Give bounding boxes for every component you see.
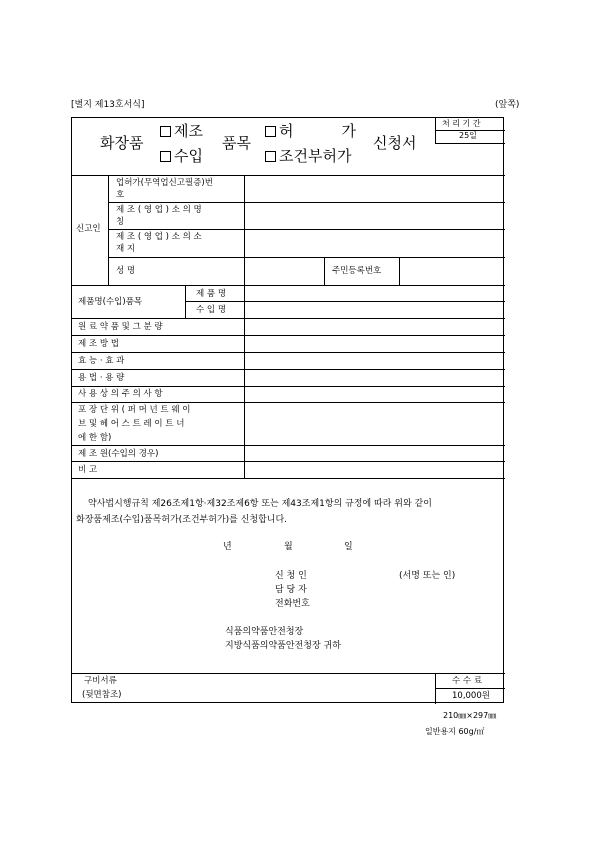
product-name-label: 제 품 명: [196, 289, 227, 299]
remarks-label: 비 고: [78, 465, 98, 475]
method-label: 제 조 방 법: [78, 339, 119, 349]
business-permit-label: 업허가(무역업신고필증)번: [116, 178, 213, 188]
title-middle: 품목: [222, 134, 251, 152]
checkbox-manufacture[interactable]: [160, 126, 171, 137]
ingredients-label: 원 료 약 품 및 그 분 량: [78, 322, 163, 332]
company-address-field[interactable]: [245, 230, 505, 257]
packaging-label-cont2: 에 한 함): [78, 433, 112, 443]
name-field[interactable]: [245, 258, 324, 285]
product-section-label: 제품명(수입)품목: [78, 297, 143, 307]
checkbox-import[interactable]: [160, 151, 171, 162]
processing-period-label: 처 리 기 간: [442, 119, 481, 128]
required-documents-label: 구비서류: [84, 676, 117, 686]
phone-label: 전화번호: [275, 599, 310, 609]
manufacturer-field[interactable]: [245, 446, 505, 461]
signature-field[interactable]: (서명 또는 인): [399, 571, 456, 581]
name-label: 성 명: [116, 266, 136, 276]
usage-field[interactable]: [245, 370, 505, 386]
application-form: [71, 117, 504, 703]
packaging-field[interactable]: [245, 403, 505, 445]
title-suffix: 신청서: [373, 134, 417, 152]
checkbox-conditional[interactable]: [265, 151, 276, 162]
ingredients-field[interactable]: [245, 319, 505, 335]
page-side-label: (앞쪽): [495, 100, 520, 110]
cautions-label: 사 용 상 의 주 의 사 항: [78, 389, 163, 399]
fee-value: 10,000원: [452, 691, 490, 701]
processing-period-value: 25일: [459, 131, 477, 140]
product-name-field[interactable]: [245, 286, 505, 301]
cautions-field[interactable]: [245, 387, 505, 402]
packaging-label-cont: 브 및 헤 어 스 트 레 이 트 너: [78, 419, 185, 429]
date-year: 년: [223, 542, 232, 552]
paper-size: 210㎜×297㎜: [443, 711, 497, 720]
required-documents-note: (뒷면참조): [82, 690, 122, 700]
option-import[interactable]: 수입: [160, 151, 203, 162]
company-name-label-cont: 칭: [116, 217, 125, 227]
date-month: 월: [284, 542, 293, 552]
company-address-label-cont: 재 지: [116, 244, 136, 254]
statement-line2: 화장품제조(수입)품목허가(조건부허가)를 신청합니다.: [76, 515, 288, 525]
title-prefix: 화장품: [100, 134, 144, 152]
checkbox-permit[interactable]: [265, 126, 276, 137]
option-conditional[interactable]: 조건부허가: [265, 151, 351, 162]
rrn-label: 주민등록번호: [332, 266, 382, 276]
fee-label: 수 수 료: [452, 676, 483, 686]
efficacy-label: 효 능 · 효 과: [78, 356, 125, 366]
applicant-sign-label: 신 청 인: [275, 571, 307, 581]
business-permit-field[interactable]: [245, 176, 505, 202]
remarks-field[interactable]: [245, 462, 505, 478]
efficacy-field[interactable]: [245, 353, 505, 369]
method-field[interactable]: [245, 336, 505, 352]
addressee-line2: 지방식품의약품안전청장 귀하: [225, 641, 341, 651]
usage-label: 용 법 · 용 량: [78, 373, 125, 383]
paper-type: 일반용지 60g/㎡: [425, 727, 485, 736]
manager-label: 담 당 자: [275, 585, 307, 595]
option-manufacture[interactable]: 제조: [160, 126, 203, 137]
applicant-section-label: 신고인: [76, 224, 101, 234]
import-name-field[interactable]: [245, 302, 505, 318]
packaging-label: 포 장 단 위 ( 퍼 머 넌 트 웨 이: [78, 405, 191, 415]
option-permit[interactable]: 허 가: [265, 126, 356, 137]
business-permit-label-cont: 호: [116, 190, 125, 200]
company-name-label: 제 조 ( 영 업 ) 소 의 명: [116, 205, 202, 215]
form-number: [별지 제13호서식]: [71, 100, 145, 110]
rrn-field[interactable]: [400, 258, 505, 285]
company-name-field[interactable]: [245, 203, 505, 229]
import-name-label: 수 입 명: [196, 305, 227, 315]
date-day: 일: [344, 542, 353, 552]
statement-line1: 약사법시행규칙 제26조제1항·제32조제6항 또는 제43조제1항의 규정에 따라 위와 같이: [88, 499, 432, 509]
company-address-label: 제 조 ( 영 업 ) 소 의 소: [116, 232, 202, 242]
addressee-line1: 식품의약품안전청장: [225, 627, 304, 637]
manufacturer-label: 제 조 원(수입의 경우): [78, 449, 159, 459]
